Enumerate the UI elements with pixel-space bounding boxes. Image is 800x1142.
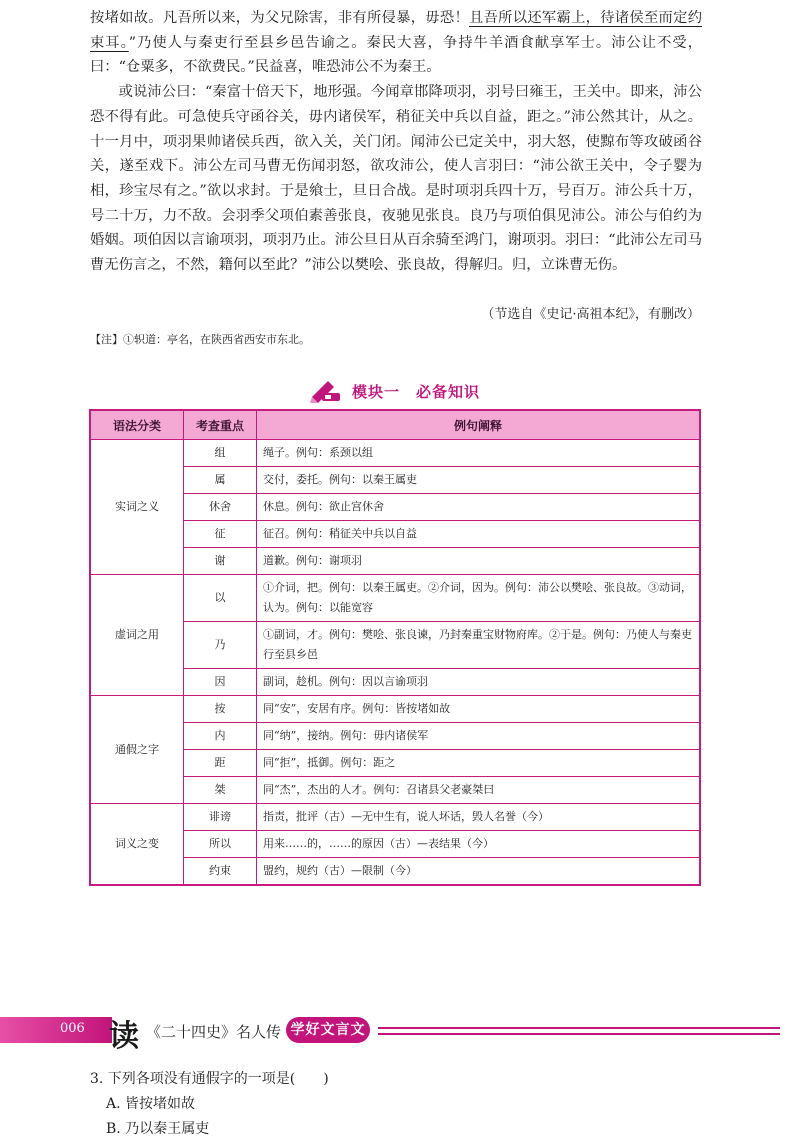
key-cell: 按 bbox=[184, 696, 257, 723]
source-citation: （节选自《史记·高祖本纪》，有删改） bbox=[481, 307, 700, 322]
underlined-sentence-end: 定约束耳。 bbox=[90, 10, 702, 51]
option-a: A. 皆按堵如故 bbox=[106, 1096, 196, 1112]
table-row bbox=[91, 575, 700, 622]
key-cell: 谢 bbox=[184, 548, 257, 575]
key-cell: 征 bbox=[184, 521, 257, 548]
question-stem: 3. 下列各项没有通假字的一项是( ) bbox=[90, 1071, 329, 1087]
example-cell: ①副词，才。例句：樊哙、张良谏，乃封秦重宝财物府库。②于是。例句：乃使人与秦吏行至县乡邑 bbox=[257, 622, 700, 669]
key-cell: 诽谤 bbox=[184, 804, 257, 831]
key-cell: 距 bbox=[184, 750, 257, 777]
page-number: 006 bbox=[60, 1021, 85, 1036]
header-category: 语法分类 bbox=[91, 411, 184, 440]
example-cell: 副词，趁机。例句：因以言谕项羽 bbox=[257, 669, 700, 696]
example-cell: 休息。例句：欲止宫休舍 bbox=[257, 494, 700, 521]
option-b: B. 乃以秦王属吏 bbox=[106, 1121, 210, 1137]
footer-divider-lines bbox=[378, 1027, 780, 1035]
category-cell: 虚词之用 bbox=[91, 575, 184, 696]
grammar-table bbox=[90, 410, 700, 885]
example-cell: 用来……的，……的原因（古）—表结果（今） bbox=[257, 831, 700, 858]
key-cell: 内 bbox=[184, 723, 257, 750]
key-cell: 乃 bbox=[184, 622, 257, 669]
category-cell: 通假之字 bbox=[91, 696, 184, 804]
key-cell: 所以 bbox=[184, 831, 257, 858]
example-cell: 指责，批评（古）—无中生有，说人坏话，毁人名誉（今） bbox=[257, 804, 700, 831]
key-cell: 休舍 bbox=[184, 494, 257, 521]
pencil-icon bbox=[310, 379, 340, 403]
passage bbox=[90, 6, 702, 278]
table-header-row bbox=[91, 411, 700, 440]
example-cell: 同“杰”，杰出的人才。例句：召诸县父老豪桀曰 bbox=[257, 777, 700, 804]
example-cell: 同“纳”，接纳。例句：毋内诸侯军 bbox=[257, 723, 700, 750]
header-example: 例句阐释 bbox=[257, 411, 700, 440]
underlined-sentence: 且吾所以还军霸上，待诸侯至而 bbox=[469, 10, 674, 26]
annotation-note: 【注】①轵道：亭名，在陕西省西安市东北。 bbox=[90, 333, 310, 346]
key-cell: 桀 bbox=[184, 777, 257, 804]
module-title: 模块一 必备知识 bbox=[352, 382, 481, 401]
passage-text: 按堵如故。凡吾所以来，为父兄除害，非有所侵暴，毋恐！ bbox=[90, 10, 470, 26]
page-number-bar bbox=[0, 1017, 112, 1043]
key-cell: 约束 bbox=[184, 858, 257, 885]
example-cell: 同“安”，安居有序。例句：皆按堵如故 bbox=[257, 696, 700, 723]
series-badge: 学好文言文 bbox=[286, 1017, 370, 1043]
passage-text: ”乃使人与秦吏行至县乡邑告谕之。秦民大喜，争持牛羊酒食献享军士。沛公让不受，曰：“仓粟多，不欲费民。”民益喜，唯恐沛公不为秦王。 bbox=[90, 34, 702, 76]
table-row bbox=[91, 804, 700, 831]
example-cell: 同“拒”，抵御。例句：距之 bbox=[257, 750, 700, 777]
passage-paragraph-2: 或说沛公曰：“秦富十倍天下，地形强。今闻章邯降项羽，羽号曰雍王，王关中。即来，沛公恐不得有此。可急使兵守函谷关，毋内诸侯军，稍征关中兵以自益，距之。”沛公然其计，从之。十一月中，项羽果帅诸侯兵西，欲入关，关门闭。闻沛公已定关中，羽大怒，使黥布等攻破函谷关，遂至戏下。沛公左司马曹无伤闻羽怒，欲攻沛公，使人言羽曰：“沛公欲王关中，令子婴为相，珍宝尽有之。”欲以求封。于是飨士，旦日合战。是时项羽兵四十万，号百万。沛公兵十万，号二十万，力不敌。会羽季父项伯素善张良，夜驰见张良。良乃与项伯俱见沛公。沛公与伯约为婚姻。项伯因以言谕项羽，项羽乃止。沛公旦日从百余骑至鸿门，谢项羽。羽曰：“此沛公左司马曹无伤言之，不然，籍何以至此？”沛公以樊哙、张良故，得解归。归，立诛曹无伤。 bbox=[90, 84, 702, 274]
key-cell: 以 bbox=[184, 575, 257, 622]
book-title: 《二十四史》名人传 bbox=[146, 1023, 282, 1041]
header-key: 考查重点 bbox=[184, 411, 257, 440]
passage-paragraph-1 bbox=[90, 6, 702, 80]
key-cell: 组 bbox=[184, 440, 257, 467]
example-cell: 绳子。例句：系颈以组 bbox=[257, 440, 700, 467]
category-cell: 实词之义 bbox=[91, 440, 184, 575]
table-row bbox=[91, 440, 700, 467]
page-footer-banner bbox=[0, 1013, 800, 1054]
table-row bbox=[91, 696, 700, 723]
example-cell: 道歉。例句：谢项羽 bbox=[257, 548, 700, 575]
example-cell: 征召。例句：稍征关中兵以自益 bbox=[257, 521, 700, 548]
module-heading bbox=[310, 378, 480, 404]
category-cell: 词义之变 bbox=[91, 804, 184, 885]
example-cell: 交付，委托。例句：以秦王属吏 bbox=[257, 467, 700, 494]
key-cell: 属 bbox=[184, 467, 257, 494]
key-cell: 因 bbox=[184, 669, 257, 696]
example-cell: ①介词，把。例句：以秦王属吏。②介词，因为。例句：沛公以樊哙、张良故。③动词，认为。例句：以能宽容 bbox=[257, 575, 700, 622]
series-du-character: 读 bbox=[109, 1019, 139, 1054]
example-cell: 盟约，规约（古）—限制（今） bbox=[257, 858, 700, 885]
